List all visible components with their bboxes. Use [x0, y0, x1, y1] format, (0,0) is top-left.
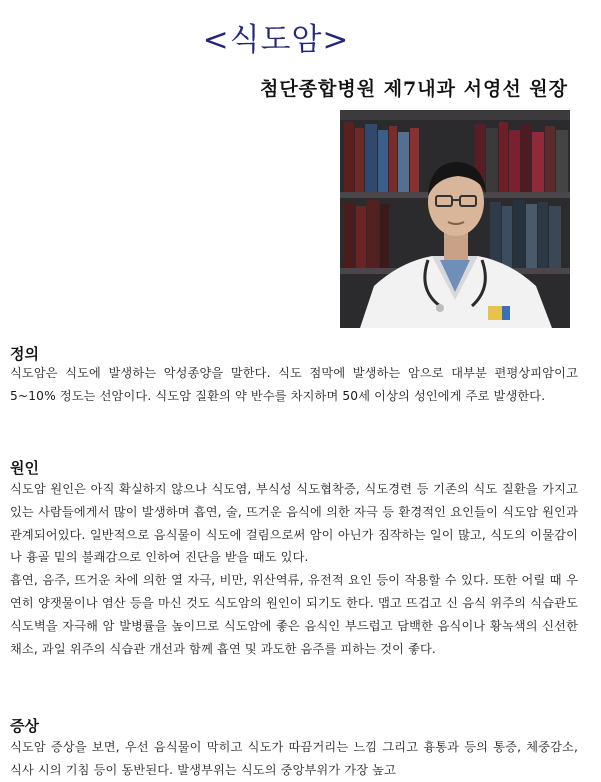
doctor-photo [340, 110, 570, 328]
page-title: <식도암> [202, 22, 350, 58]
cause-paragraph-1: 식도암 원인은 아직 확실하지 않으나 식도염, 부식성 식도협착증, 식도경련 등 기존의 식도 질환을 가지고 있는 사람들에게서 많이 발생하며 흡연, 술, 뜨거운 음식에 의한 자극 등 환경적인 요인들이 식도암 원인과 관계되어있다. 일반적으로 음식물이 식도에 걸림으로써 암이 아닌가 짐작하는 일이 많고, 식도의 이물감이나 흉골 밑의 불쾌감으로 인하여 진단을 받을 때도 있다. [10, 482, 578, 565]
section-body-symptoms [10, 736, 578, 782]
author-byline: 첨단종합병원 제7내과 서영선 원장 [259, 78, 568, 100]
section-heading-symptoms: 증상 [10, 717, 39, 735]
definition-paragraph: 식도암은 식도에 발생하는 악성종양을 말한다. 식도 점막에 발생하는 암으로 대부분 편평상피암이고 5~10% 정도는 선암이다. 식도암 질환의 약 반수를 차지하며 50세 이상의 성인에게 주로 발생한다. [10, 366, 578, 403]
symptoms-paragraph-1: 식도암 증상을 보면, 우선 음식물이 막히고 식도가 따끔거리는 느낌 그리고 흉통과 등의 통증, 체중감소, 식사 시의 기침 등이 동반된다. 발생부위는 식도의 중앙부위가 가장 높고 [10, 740, 578, 777]
section-heading-definition: 정의 [10, 345, 39, 363]
section-body-definition [10, 362, 578, 408]
cause-paragraph-2: 흡연, 음주, 뜨거운 차에 의한 열 자극, 비만, 위산역류, 유전적 요인 등이 작용할 수 있다. 또한 어릴 때 우연히 양잿물이나 염산 등을 마신 것도 식도암의 원인이 되기도 한다. 맵고 뜨겁고 신 음식 위주의 식습관도 식도벽을 자극해 암 발병률을 높이므로 식도암에 좋은 음식인 부드럽고 담백한 음식이나 황녹색의 신선한 채소, 과일 위주의 식습관 개선과 함께 흡연 및 과도한 음주를 피하는 것이 좋다. [10, 573, 578, 656]
doctor-portrait-image [340, 110, 570, 328]
section-heading-cause: 원인 [10, 459, 39, 477]
section-body-cause [10, 478, 578, 660]
